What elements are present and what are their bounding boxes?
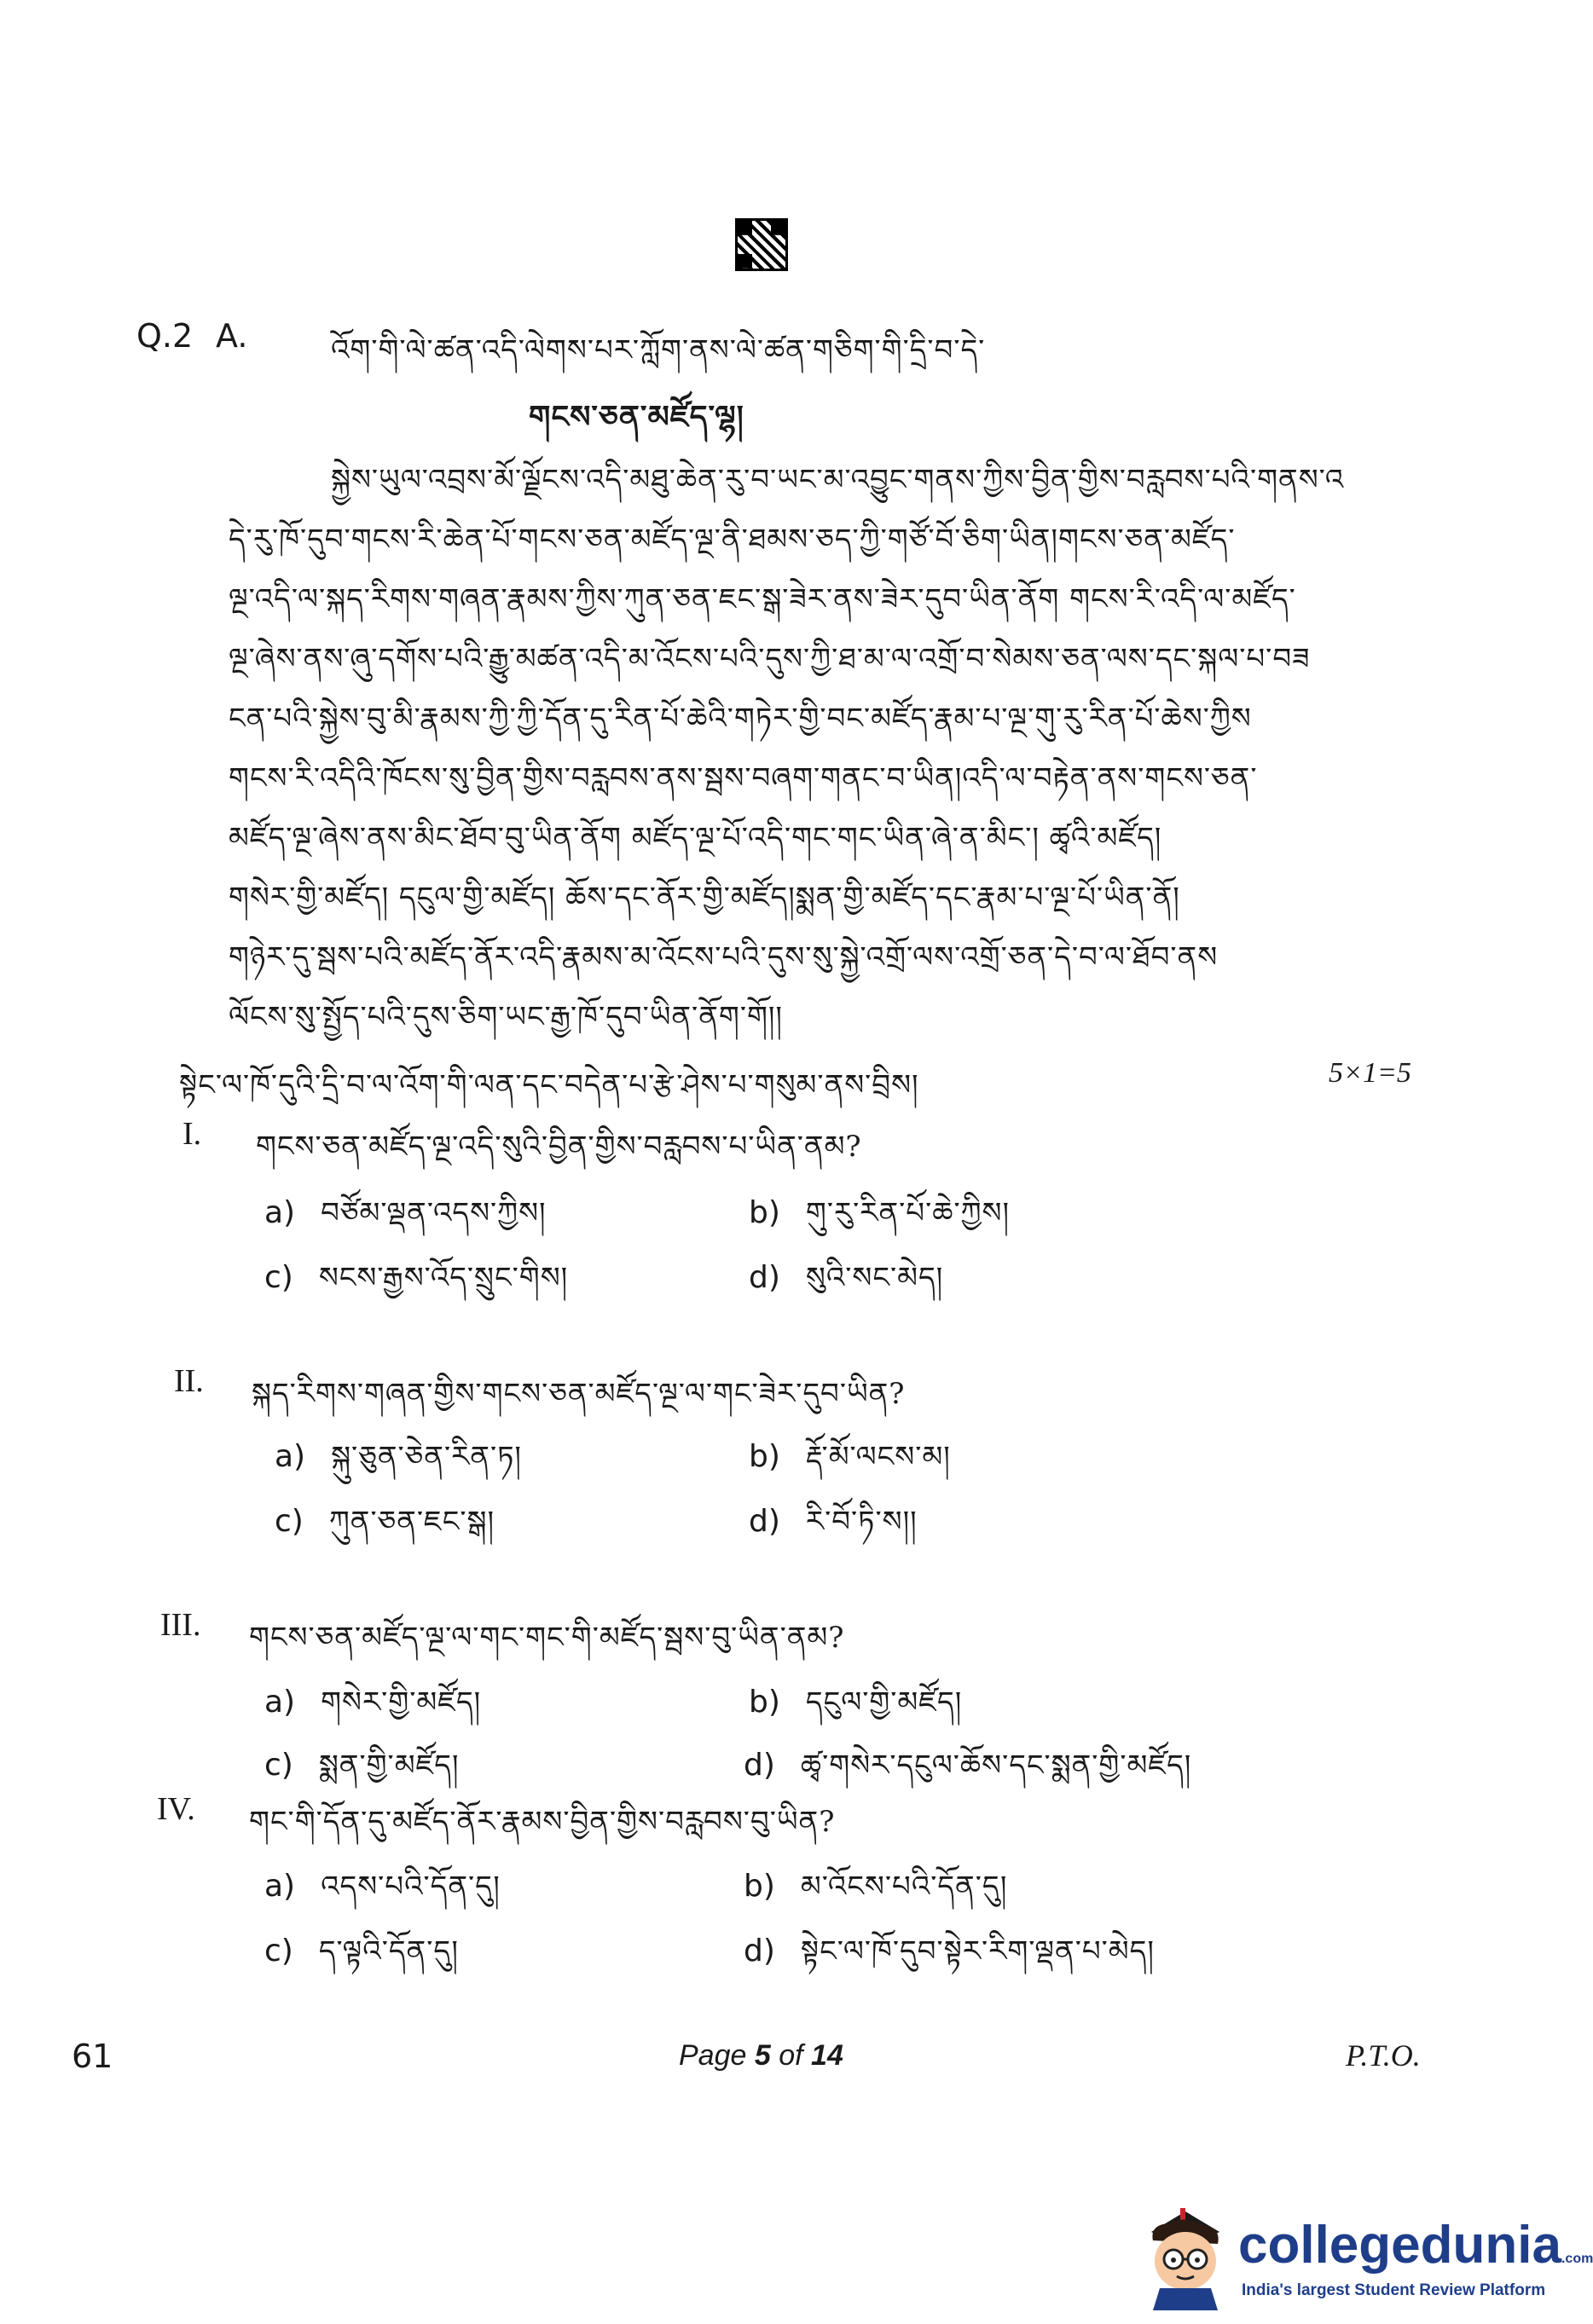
item-text: གངས་ཅན་མཛོད་ལྔ་འདི་སུའི་བྱིན་གྱིས་བརླབས་པ་ཡིན་ནམ? <box>256 1130 862 1164</box>
marks: 5×1=5 <box>1329 1057 1411 1089</box>
question-instruction: འོག་གི་ལེ་ཚན་འདི་ལེགས་པར་ཀློག་ནས་ལེ་ཚན་གཅིག་གི་དྲི་བ་དེ་ <box>331 333 986 367</box>
pto-label: P.T.O. <box>1346 2038 1421 2073</box>
option-d[interactable]: d) སྟེང་ལ་ཁོ་དུབ་སྟེར་རིག་ལྡན་པ་མེད། <box>744 1934 1155 1968</box>
option-c[interactable]: c) ཀུན་ཅན་ཇང་སྒ། <box>275 1504 495 1539</box>
passage-line: གཉེར་དུ་སྦས་པའི་མཛོད་ནོར་འདི་རྣམས་མ་འོངས་པའི་དུས་སུ་སྐྱེ་འགྲོ་ལས་འགྲོ་ཅན་དེ་བ་ལ་ཐོབ་ནས <box>229 940 1219 974</box>
option-d[interactable]: d) རི་བོ་ཏི་ས།། <box>749 1504 918 1539</box>
passage-title: གངས་ཅན་མཛོད་ལྷ། <box>529 399 744 435</box>
option-a[interactable]: a) སྐུ་ཅུན་ཅེན་རིན་ཏ། <box>275 1439 522 1474</box>
option-c[interactable]: c) ད་ལྟའི་དོན་དུ། <box>264 1934 459 1968</box>
item-text: སྐད་རིགས་གཞན་གྱིས་གངས་ཅན་མཛོད་ལྔ་ལ་གང་ཟེར་དུབ་ཡིན? <box>252 1377 906 1411</box>
option-b[interactable]: b) མ་འོངས་པའི་དོན་དུ། <box>744 1869 1008 1904</box>
passage-line: ལོངས་སུ་སྤྱོད་པའི་དུས་ཅིག་ཡང་རྒྱ་ཁོ་དུབ་ཡིན་ནོག་གོ།། <box>229 1000 783 1034</box>
passage-line: ལྔ་ཞེས་ནས་ཞུ་དགོས་པའི་རྒྱུ་མཚན་འདི་མ་འོངས་པའི་དུས་ཀྱི་ཐ་མ་ལ་འགྲོ་བ་སེམས་ཅན་ལས་དང་སྐལ་པ་བཟ <box>229 642 1311 676</box>
item-roman: II. <box>174 1363 204 1399</box>
passage-line: མཛོད་ལྔ་ཞེས་ནས་མིང་ཐོབ་བུ་ཡིན་ནོག མཛོད་ལྔ་པོ་འདི་གང་གང་ཡིན་ཞེ་ན་མིང་། ཚྭའི་མཛོད། <box>229 821 1162 855</box>
item-roman: I. <box>182 1116 202 1152</box>
option-c[interactable]: c) སྨན་གྱི་མཛོད། <box>264 1748 460 1783</box>
option-a[interactable]: a) འདས་པའི་དོན་དུ། <box>264 1869 501 1904</box>
passage-line: ངན་པའི་སྐྱེས་བུ་མི་རྣམས་ཀྱི་ཀྱི་དོན་དུ་རིན་པོ་ཆེའི་གཏེར་གྱི་བང་མཛོད་རྣམ་པ་ལྔ་གུ་རུ་རིན་པོ་ཆེས་ཀྱིས <box>229 702 1252 736</box>
option-d[interactable]: d) ཚྭ་གསེར་དངུལ་ཆོས་དང་སྨན་གྱི་མཛོད། <box>744 1748 1192 1783</box>
passage-line: དེ་རུ་ཁོ་དུབ་གངས་རི་ཆེན་པོ་གངས་ཅན་མཛོད་ལྔ་ནི་ཐམས་ཅད་ཀྱི་གཙོ་བོ་ཅིག་ཡིན།གངས་ཅན་མཛོད་ <box>229 523 1236 557</box>
item-text: གང་གི་དོན་དུ་མཛོད་ནོར་རྣམས་བྱིན་གྱིས་བརླབས་བུ་ཡིན? <box>249 1805 836 1839</box>
logo-tagline: India's largest Student Review Platform <box>1242 2281 1546 2299</box>
question-number: Q.2 <box>136 317 194 355</box>
passage-line: ལྔ་འདི་ལ་སྐད་རིགས་གཞན་རྣམས་ཀྱིས་ཀུན་ཅན་ཇང་སྒ་ཟེར་ནས་ཟེར་དུབ་ཡིན་ནོག གངས་རི་འདི་ལ་མཛོད་ <box>229 582 1296 616</box>
page-indicator: Page 5 of 14 <box>679 2039 843 2072</box>
option-c[interactable]: c) སངས་རྒྱས་འོད་སྲུང་གིས། <box>264 1260 569 1295</box>
option-b[interactable]: b) རྡོ་མོ་ལངས་མ། <box>749 1439 951 1474</box>
passage-line: གངས་རི་འདིའི་ཁོངས་སུ་བྱིན་གྱིས་བརླབས་ནས་སྦས་བཞག་གནང་བ་ཡིན།འདི་ལ་བརྟེན་ནས་གངས་ཅན་ <box>229 761 1258 795</box>
logo-mascot-icon <box>1134 2200 1237 2310</box>
logo-name[interactable]: collegedunia.com <box>1238 2216 1593 2275</box>
option-b[interactable]: b) དངུལ་གྱི་མཛོད། <box>749 1685 963 1720</box>
passage-line: གསེར་གྱི་མཛོད། དངུལ་གྱི་མཛོད། ཆོས་དང་ནོར་གྱི་མཛོད།སྨན་གྱི་མཛོད་དང་རྣམ་པ་ལྔ་པོ་ཡིན་ནོ། <box>229 881 1180 915</box>
paper-code: 61 <box>72 2038 113 2075</box>
option-a[interactable]: a) གསེར་གྱི་མཛོད། <box>264 1685 482 1720</box>
option-a[interactable]: a) བཙོམ་ལྡན་འདས་ཀྱིས། <box>264 1195 547 1230</box>
sub-instruction: སྟེང་ལ་ཁོ་དུའི་དྲི་བ་ལ་འོག་གི་ལན་དང་བདེན་པ་རྩེ་ཤེས་པ་གསུམ་ནས་བྲིས། <box>179 1068 919 1102</box>
item-text: གངས་ཅན་མཛོད་ལྔ་ལ་གང་གང་གི་མཛོད་སྦས་བུ་ཡིན་ནམ? <box>249 1621 845 1655</box>
item-roman: IV. <box>157 1791 195 1827</box>
item-roman: III. <box>160 1607 201 1643</box>
option-b[interactable]: b) གུ་རུ་རིན་པོ་ཆེ་ཀྱིས། <box>749 1195 1011 1230</box>
qr-code <box>735 218 788 271</box>
option-d[interactable]: d) སུའི་སང་མེད། <box>749 1260 944 1295</box>
passage-line: སྐྱེས་ཡུལ་འབྲས་མོ་ལྗོངས་འདི་མཐུ་ཆེན་རུ་བ་ཡང་མ་འབྱུང་གནས་ཀྱིས་བྱིན་གྱིས་བརླབས་པའི་གནས་འ <box>331 463 1345 497</box>
question-part: A. <box>216 317 248 355</box>
